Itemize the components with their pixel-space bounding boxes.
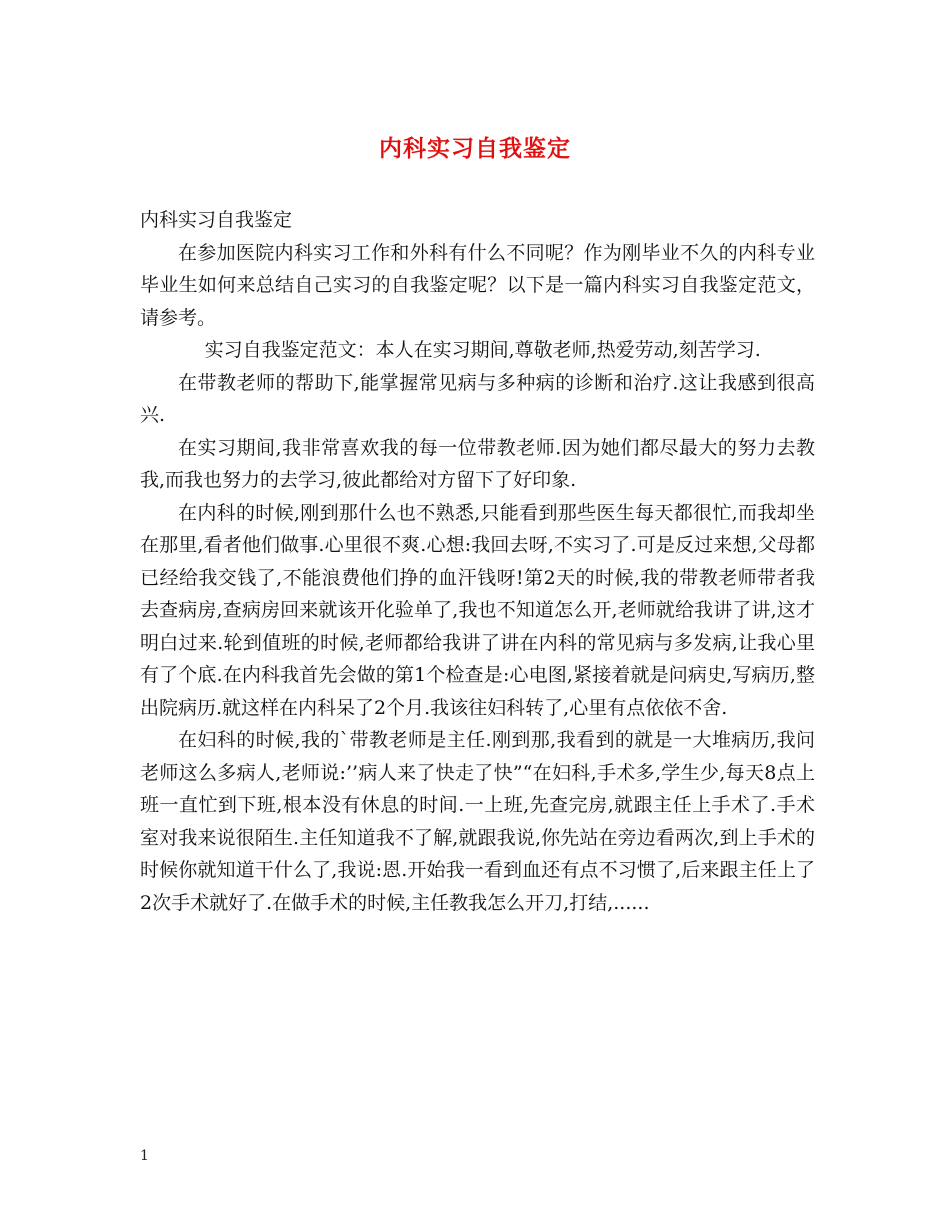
gynecology-paragraph: 在妇科的时候,我的`带教老师是主任.刚到那,我看到的就是一大堆病历,我问老师这么多病人,老师说:’’病人来了快走了快”“在妇科,手术多,学生少,每天8点上班一直忙到下班,根本没有休息的时间.一上班,先查完房,就跟主任上手术了.手术室对我来说很陌生.主任知道我不了解,就跟我说,你先站在旁边看两次,到上手术的时候你就知道干什么了,我说:恩.开始我一看到血还有点不习惯了,后来跟主任上了2次手术就好了.在做手术的时候,主任教我怎么开刀,打结,......: [140, 729, 815, 914]
document-body: [140, 204, 815, 919]
sample-opening-paragraph: 实习自我鉴定范文：本人在实习期间,尊敬老师,热爱劳动,刻苦学习.: [204, 339, 761, 361]
internal-medicine-paragraph: 在内科的时候,刚到那什么也不熟悉,只能看到那些医生每天都很忙,而我却坐在那里,看者他们做事.心里很不爽.心想:我回去呀,不实习了.可是反过来想,父母都已经给我交钱了,不能浪费他们挣的血汗钱呀!第2天的时候,我的带教老师带者我去查病房,查病房回来就该开化验单了,我也不知道怎么开,老师就给我讲了讲,这才明白过来.轮到值班的时候,老师都给我讲了讲在内科的常见病与多发病,让我心里有了个底.在内科我首先会做的第1个检查是:心电图,紧接着就是问病史,写病历,整出院病历.就这样在内科呆了2个月.我该往妇科转了,心里有点依依不舍.: [140, 501, 815, 719]
teachers-paragraph: 在实习期间,我非常喜欢我的每一位带教老师.因为她们都尽最大的努力去教我,而我也努力的去学习,彼此都给对方留下了好印象.: [140, 436, 815, 491]
teacher-help-paragraph: 在带教老师的帮助下,能掌握常见病与多种病的诊断和治疗.这让我感到很高兴.: [140, 371, 815, 426]
intro-paragraph: 在参加医院内科实习工作和外科有什么不同呢？作为刚毕业不久的内科专业毕业生如何来总结自己实习的自我鉴定呢？以下是一篇内科实习自我鉴定范文，请参考。: [140, 241, 815, 329]
document-title: 内科实习自我鉴定: [379, 135, 571, 162]
subtitle-paragraph: 内科实习自我鉴定: [140, 209, 293, 231]
page-number: 1: [140, 1148, 149, 1164]
